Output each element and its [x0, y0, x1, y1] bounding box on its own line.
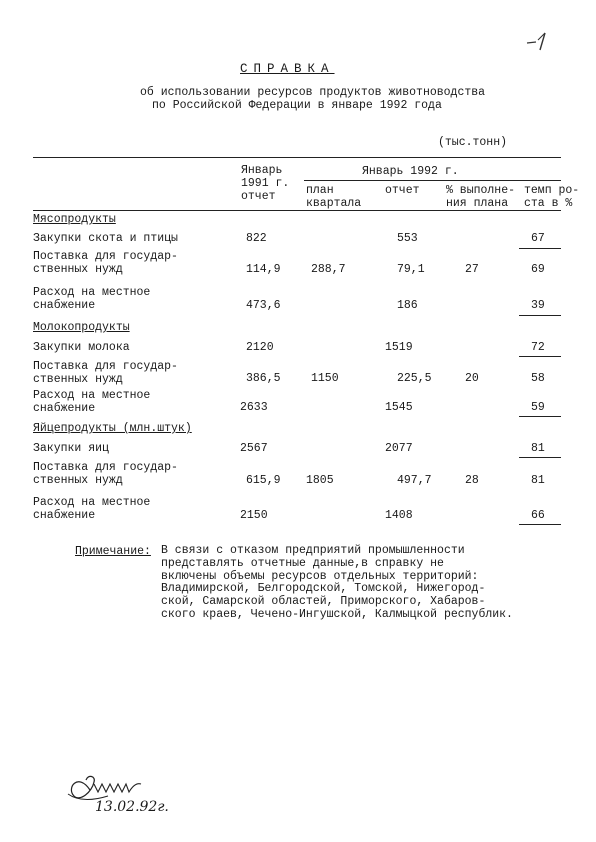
value-plan: 1805	[306, 474, 334, 487]
row-label: Поставка для государ- ственных нужд	[33, 360, 178, 386]
section-title-eggs: Яйцепродукты (млн.штук)	[33, 422, 192, 435]
row-label: Закупки молока	[33, 341, 130, 354]
header-plan: план квартала	[306, 184, 362, 210]
value-growth: 58	[531, 372, 545, 385]
row-label: Закупки яиц	[33, 442, 109, 455]
page-number-mark	[525, 30, 555, 52]
table-header-rule	[33, 210, 561, 211]
value-jan91: 473,6	[246, 299, 281, 312]
value-plan: 288,7	[311, 263, 346, 276]
value-growth: 81	[531, 442, 545, 455]
value-growth: 67	[531, 232, 545, 245]
growth-underline	[519, 457, 561, 458]
table-top-rule	[33, 157, 561, 158]
value-growth: 66	[531, 509, 545, 522]
row-label: Расход на местное снабжение	[33, 389, 151, 415]
row-label: Закупки скота и птицы	[33, 232, 178, 245]
value-jan91: 114,9	[246, 263, 281, 276]
row-label: Расход на местное снабжение	[33, 496, 151, 522]
value-jan91: 2633	[240, 401, 268, 414]
value-pct: 27	[465, 263, 479, 276]
document-subtitle-line2: по Российской Федерации в январе 1992 года	[152, 99, 442, 112]
section-title-milk: Молокопродукты	[33, 321, 130, 334]
growth-underline	[519, 248, 561, 249]
value-report: 1545	[385, 401, 413, 414]
value-report: 186	[397, 299, 418, 312]
value-report: 497,7	[397, 474, 432, 487]
value-report: 553	[397, 232, 418, 245]
header-jan91: Январь 1991 г. отчет	[241, 164, 290, 203]
value-pct: 20	[465, 372, 479, 385]
value-report: 79,1	[397, 263, 425, 276]
document-title: СПРАВКА	[240, 62, 335, 76]
value-pct: 28	[465, 474, 479, 487]
row-label: Поставка для государ- ственных нужд	[33, 250, 178, 276]
value-jan91: 386,5	[246, 372, 281, 385]
value-jan91: 2150	[240, 509, 268, 522]
header-growth: темп ро- ста в %	[524, 184, 580, 210]
value-report: 2077	[385, 442, 413, 455]
header-report: отчет	[385, 184, 420, 197]
value-report: 1408	[385, 509, 413, 522]
value-growth: 72	[531, 341, 545, 354]
header-pct-plan: % выполне- ния плана	[446, 184, 516, 210]
note-label: Примечание:	[75, 545, 151, 558]
value-report: 1519	[385, 341, 413, 354]
growth-underline	[519, 416, 561, 417]
growth-underline	[519, 356, 561, 357]
value-plan: 1150	[311, 372, 339, 385]
section-title-meat: Мясопродукты	[33, 213, 116, 226]
value-jan91: 2120	[246, 341, 274, 354]
row-label: Расход на местное снабжение	[33, 286, 151, 312]
value-report: 225,5	[397, 372, 432, 385]
value-jan91: 822	[246, 232, 267, 245]
note-text: В связи с отказом предприятий промышленности представлять отчетные данные,в справку не включены объемы ресурсов отдельных территорий: Владимирской, Белгородской, Томской, Нижегород- ской, Самарской областей, Приморского, Хабаров- ского краев, Чечено-Ингушской, Калмыцкой республик.	[161, 544, 513, 621]
document-subtitle-line1: об использовании ресурсов продуктов животноводства	[140, 86, 486, 99]
value-jan91: 2567	[240, 442, 268, 455]
value-growth: 39	[531, 299, 545, 312]
value-growth: 81	[531, 474, 545, 487]
value-growth: 59	[531, 401, 545, 414]
row-label: Поставка для государ- ственных нужд	[33, 461, 178, 487]
growth-underline	[519, 524, 561, 525]
signature-date: 13.02.92г.	[95, 799, 169, 815]
growth-underline	[519, 315, 561, 316]
units-label: (тыс.тонн)	[438, 136, 508, 149]
header-group-rule	[304, 180, 561, 181]
value-growth: 69	[531, 263, 545, 276]
value-jan91: 615,9	[246, 474, 281, 487]
header-jan92-group: Январь 1992 г.	[362, 165, 459, 178]
